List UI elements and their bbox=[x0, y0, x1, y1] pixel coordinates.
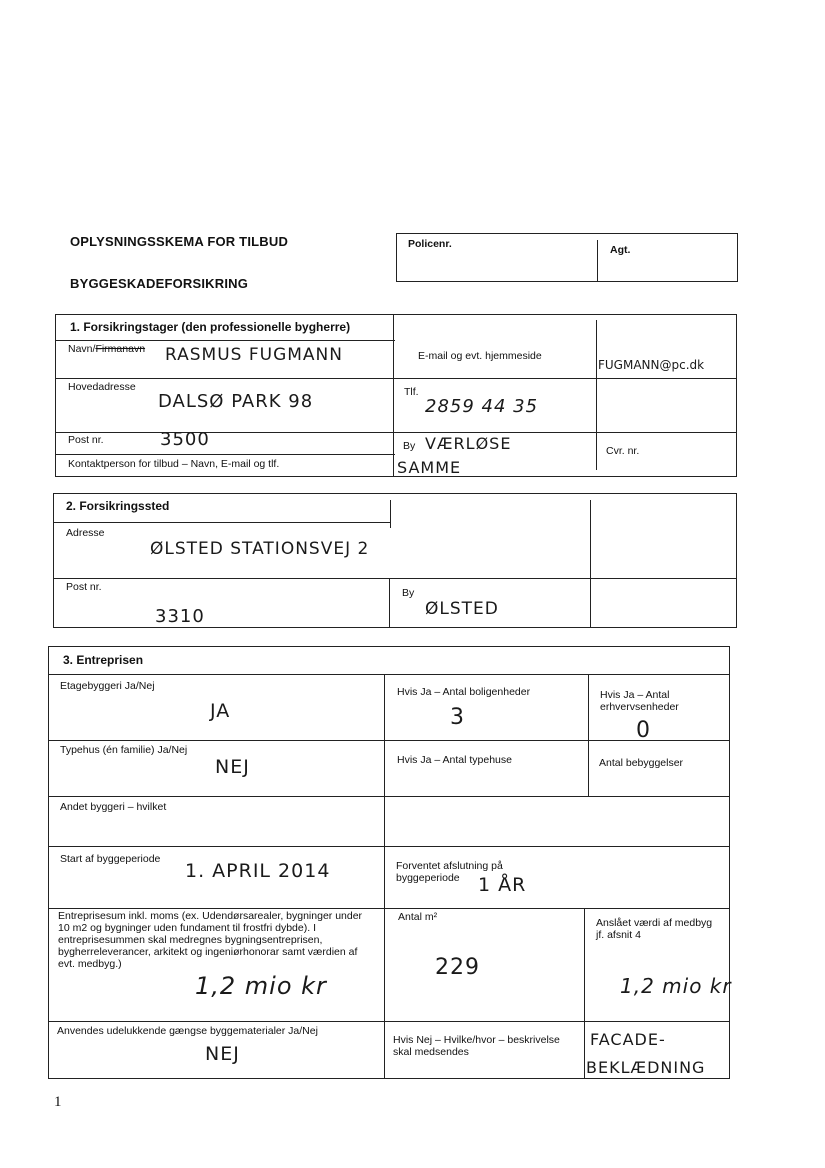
kontakt-value[interactable]: SAMME bbox=[397, 458, 462, 477]
agt-label: Agt. bbox=[610, 244, 631, 256]
adresse-value[interactable]: ØLSTED STATIONSVEJ 2 bbox=[150, 539, 370, 559]
hvis-nej-label: Hvis Nej – Hvilke/hvor – beskrivelse skal medsendes bbox=[393, 1034, 560, 1058]
postnr-2-value[interactable]: 3310 bbox=[155, 606, 205, 627]
start-value[interactable]: 1. APRIL 2014 bbox=[185, 860, 331, 882]
hvis-nej-value-2[interactable]: BEKLÆDNING bbox=[586, 1058, 706, 1077]
adresse-label: Adresse bbox=[66, 527, 105, 539]
postnr-2-label: Post nr. bbox=[66, 581, 102, 593]
bolig-label: Hvis Ja – Antal boligenheder bbox=[397, 686, 531, 698]
section-2-heading: 2. Forsikringssted bbox=[66, 499, 170, 513]
by-value[interactable]: VÆRLØSE bbox=[425, 434, 512, 453]
by-2-value[interactable]: ØLSTED bbox=[425, 599, 499, 619]
cvr-label: Cvr. nr. bbox=[606, 445, 640, 457]
by-label: By bbox=[403, 440, 416, 452]
by-2-label: By bbox=[402, 587, 415, 599]
etage-label: Etagebyggeri Ja/Nej bbox=[60, 680, 155, 692]
email-value[interactable]: FUGMANN@pc.dk bbox=[598, 358, 705, 372]
forventet-label: Forventet afslutning på byggeperiode bbox=[396, 860, 503, 884]
policenr-label: Policenr. bbox=[408, 238, 452, 250]
anslaaet-value[interactable]: 1,2 mio kr bbox=[620, 974, 732, 998]
form-title: OPLYSNINGSSKEMA FOR TILBUD bbox=[70, 234, 289, 249]
navn-label: Navn/Firmanavn bbox=[68, 343, 146, 355]
form-subtitle: BYGGESKADEFORSIKRING bbox=[70, 276, 249, 291]
bolig-value[interactable]: 3 bbox=[450, 705, 465, 730]
postnr-value[interactable]: 3500 bbox=[160, 429, 210, 450]
page-number: 1 bbox=[54, 1094, 62, 1110]
email-label: E-mail og evt. hjemmeside bbox=[418, 350, 542, 362]
navn-value[interactable]: RASMUS FUGMANN bbox=[165, 345, 343, 365]
tlf-value[interactable]: 2859 44 35 bbox=[425, 396, 539, 417]
section-1-heading: 1. Forsikringstager (den professionelle bygherre) bbox=[70, 320, 351, 334]
anslaaet-label: Anslået værdi af medbyg jf. afsnit 4 bbox=[596, 917, 713, 941]
hovedadresse-value[interactable]: DALSØ PARK 98 bbox=[158, 391, 314, 412]
antal-typehuse-label: Hvis Ja – Antal typehuse bbox=[397, 754, 512, 766]
antal-m2-value[interactable]: 229 bbox=[435, 955, 480, 980]
typehus-label: Typehus (én familie) Ja/Nej bbox=[60, 744, 188, 756]
tlf-label: Tlf. bbox=[404, 386, 419, 398]
entreprisesum-label: Entreprisesum inkl. moms (ex. Udendørsarealer, bygninger under 10 m2 og bygninger uden fundament til frostfri dybde). I entreprisesummen skal medregnes bygningsentreprisen, bygherreleverancer, arkitekt og ingeniørhonorar samt værdien af evt. medbyg.) bbox=[58, 910, 363, 970]
kontakt-label: Kontaktperson for tilbud – Navn, E-mail og tlf. bbox=[68, 458, 280, 470]
etage-value[interactable]: JA bbox=[210, 700, 231, 722]
hovedadresse-label: Hovedadresse bbox=[68, 381, 136, 393]
typehus-value[interactable]: NEJ bbox=[215, 756, 250, 778]
andet-label: Andet byggeri – hvilket bbox=[60, 801, 167, 813]
start-label: Start af byggeperiode bbox=[60, 853, 161, 865]
erhverv-value[interactable]: 0 bbox=[636, 718, 651, 743]
antal-bebyggelser-label: Antal bebyggelser bbox=[599, 757, 684, 769]
erhverv-label: Hvis Ja – Antal erhvervsenheder bbox=[600, 689, 679, 713]
entreprisesum-value[interactable]: 1,2 mio kr bbox=[195, 972, 327, 1000]
anvendes-label: Anvendes udelukkende gængse byggematerialer Ja/Nej bbox=[57, 1025, 318, 1037]
forventet-value[interactable]: 1 ÅR bbox=[478, 874, 527, 896]
hvis-nej-value-1[interactable]: FACADE- bbox=[590, 1030, 666, 1049]
section-3-heading: 3. Entreprisen bbox=[63, 653, 144, 667]
antal-m2-label: Antal m² bbox=[398, 911, 438, 923]
anvendes-value[interactable]: NEJ bbox=[205, 1043, 240, 1065]
postnr-label: Post nr. bbox=[68, 434, 104, 446]
